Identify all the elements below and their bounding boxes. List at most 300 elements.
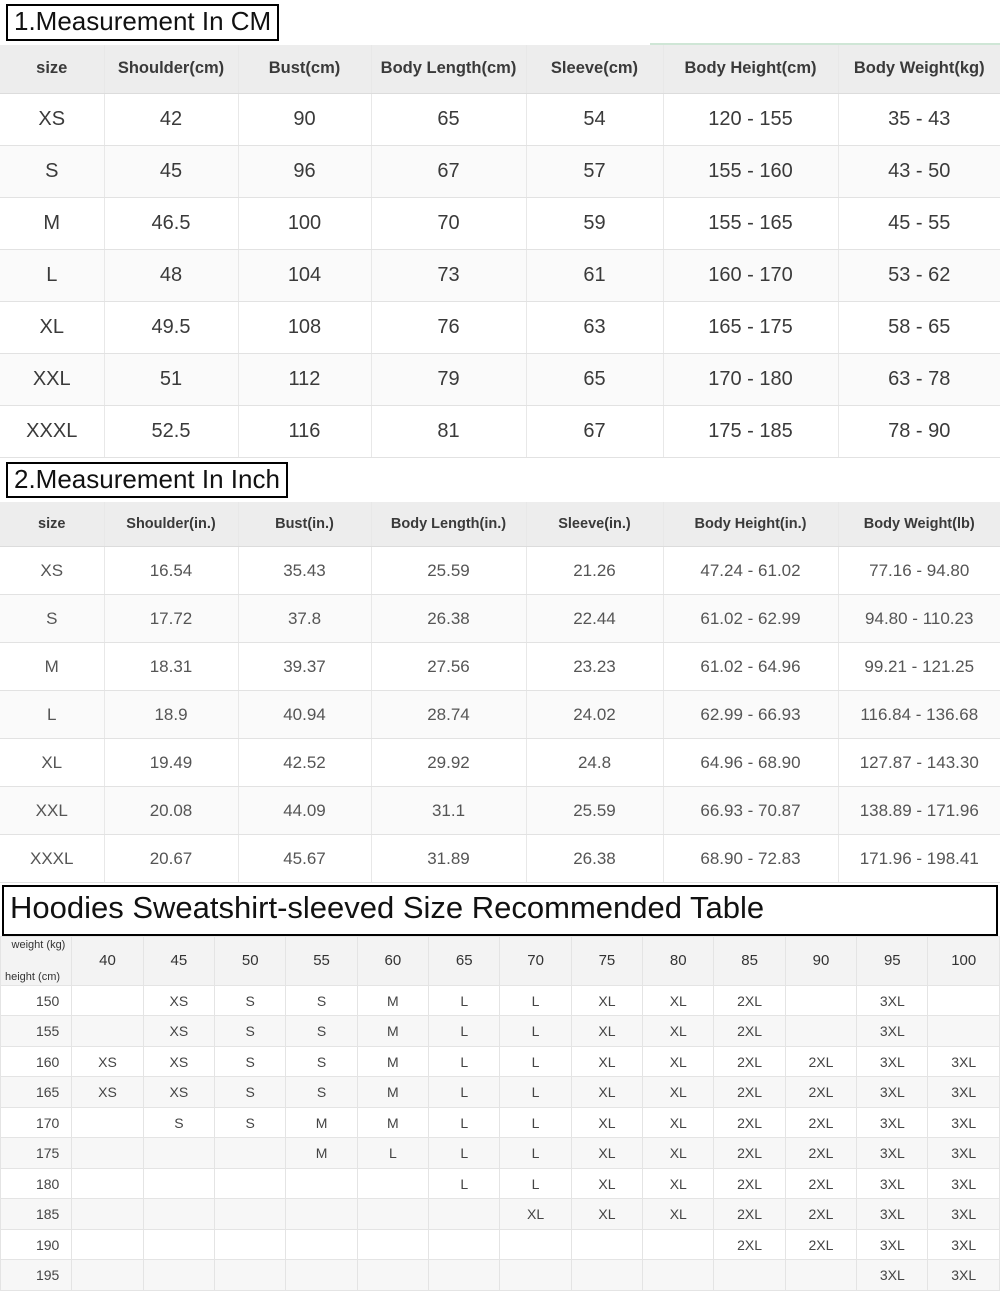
size-label-cell: XXXL <box>0 835 104 883</box>
recommended-size-cell: XS <box>143 1046 214 1077</box>
height-row-header: 155 <box>1 1016 72 1047</box>
recommended-size-cell: 2XL <box>714 1199 785 1230</box>
table-row <box>1 1199 1000 1230</box>
measurement-cell: 68.90 - 72.83 <box>663 835 838 883</box>
recommended-size-cell <box>143 1199 214 1230</box>
measurement-cell: 37.8 <box>238 595 371 643</box>
measurement-cell: 100 <box>238 197 371 249</box>
weight-axis-label: weight (kg) <box>11 938 66 951</box>
measurement-cell: 53 - 62 <box>838 249 1000 301</box>
measurement-cell: 43 - 50 <box>838 145 1000 197</box>
measurement-cell: 26.38 <box>526 835 663 883</box>
measurement-cell: 138.89 - 171.96 <box>838 787 1000 835</box>
recommended-size-cell <box>72 1107 143 1138</box>
recommended-size-cell <box>143 1138 214 1169</box>
measurement-cell: 44.09 <box>238 787 371 835</box>
measurement-cell: 48 <box>104 249 238 301</box>
measurement-cell: 51 <box>104 353 238 405</box>
size-label-cell: M <box>0 643 104 691</box>
table-row <box>0 739 1000 787</box>
cm-section-header <box>0 0 1000 45</box>
recommended-size-cell: L <box>429 1168 500 1199</box>
recommended-size-cell: L <box>357 1138 428 1169</box>
recommended-size-cell <box>215 1138 286 1169</box>
recommended-size-cell: XS <box>143 1016 214 1047</box>
measurement-cell: 79 <box>371 353 526 405</box>
recommended-size-cell: XS <box>143 1077 214 1108</box>
measurement-cell: 76 <box>371 301 526 353</box>
table-row <box>1 1138 1000 1169</box>
measurement-cell: 26.38 <box>371 595 526 643</box>
height-row-header: 185 <box>1 1199 72 1230</box>
recommended-size-cell: M <box>357 1016 428 1047</box>
size-label-cell: M <box>0 197 104 249</box>
recommended-size-cell: 2XL <box>714 1168 785 1199</box>
inch-section-header <box>0 458 1000 503</box>
recommended-size-cell: S <box>286 985 357 1016</box>
recommended-size-cell <box>72 1229 143 1260</box>
measurement-cell: 22.44 <box>526 595 663 643</box>
table-row <box>0 787 1000 835</box>
recommended-size-cell: XL <box>643 1168 714 1199</box>
recommended-size-cell: 3XL <box>857 985 928 1016</box>
recommended-size-cell: XS <box>72 1077 143 1108</box>
table-row <box>0 835 1000 883</box>
recommended-size-cell: XL <box>571 985 642 1016</box>
recommended-size-cell: L <box>500 1016 571 1047</box>
table-row <box>0 301 1000 353</box>
recommended-size-cell <box>357 1168 428 1199</box>
size-label-cell: L <box>0 691 104 739</box>
column-header: Body Weight(kg) <box>838 45 1000 94</box>
measurement-cell: 59 <box>526 197 663 249</box>
measurement-cell: 61 <box>526 249 663 301</box>
measurement-cell: 116.84 - 136.68 <box>838 691 1000 739</box>
recommended-size-cell <box>714 1260 785 1291</box>
recommended-size-cell: 2XL <box>714 1229 785 1260</box>
table-row <box>0 405 1000 457</box>
column-header: size <box>0 502 104 547</box>
measurement-cell: 61.02 - 64.96 <box>663 643 838 691</box>
table-row <box>1 1260 1000 1291</box>
height-row-header: 170 <box>1 1107 72 1138</box>
table-row <box>0 547 1000 595</box>
size-label-cell: XXXL <box>0 405 104 457</box>
height-row-header: 150 <box>1 985 72 1016</box>
recommended-size-cell: 2XL <box>785 1138 856 1169</box>
recommended-size-cell: M <box>357 1046 428 1077</box>
measurement-cell: 63 <box>526 301 663 353</box>
recommended-size-cell <box>72 1168 143 1199</box>
recommended-size-cell: L <box>429 985 500 1016</box>
measurement-cell: 27.56 <box>371 643 526 691</box>
measurement-cell: 67 <box>526 405 663 457</box>
table-row <box>1 985 1000 1016</box>
recommended-size-cell: L <box>500 1168 571 1199</box>
recommended-size-cell: XL <box>643 1199 714 1230</box>
measurement-cell: 63 - 78 <box>838 353 1000 405</box>
measurement-cell: 20.08 <box>104 787 238 835</box>
recommended-size-cell: 2XL <box>714 1138 785 1169</box>
weight-column-header: 55 <box>286 936 357 985</box>
weight-column-header: 80 <box>643 936 714 985</box>
recommended-size-cell: XL <box>500 1199 571 1230</box>
table-header-row <box>0 45 1000 94</box>
recommended-size-cell <box>143 1168 214 1199</box>
recommended-size-cell: XL <box>571 1199 642 1230</box>
axis-corner-cell <box>1 936 72 985</box>
recommended-size-cell: 3XL <box>857 1016 928 1047</box>
size-label-cell: S <box>0 595 104 643</box>
weight-column-header: 65 <box>429 936 500 985</box>
weight-column-header: 40 <box>72 936 143 985</box>
recommended-size-cell <box>286 1260 357 1291</box>
recommended-size-cell <box>429 1199 500 1230</box>
table-row <box>0 93 1000 145</box>
measurement-cell: 99.21 - 121.25 <box>838 643 1000 691</box>
size-label-cell: XL <box>0 301 104 353</box>
recommended-size-cell: 2XL <box>714 1107 785 1138</box>
measurement-cell: 78 - 90 <box>838 405 1000 457</box>
measurement-cell: 65 <box>526 353 663 405</box>
size-recommendation-table <box>0 936 1000 1291</box>
recommended-size-cell <box>72 1260 143 1291</box>
recommended-size-cell: 3XL <box>857 1168 928 1199</box>
recommended-size-cell: XS <box>143 985 214 1016</box>
weight-column-header: 45 <box>143 936 214 985</box>
recommendation-banner: Hoodies Sweatshirt-sleeved Size Recommended Table <box>2 885 998 936</box>
recommended-size-cell: 3XL <box>857 1199 928 1230</box>
measurement-cell: 67 <box>371 145 526 197</box>
measurement-cell: 165 - 175 <box>663 301 838 353</box>
measurement-cell: 112 <box>238 353 371 405</box>
measurement-cell: 90 <box>238 93 371 145</box>
recommended-size-cell <box>429 1229 500 1260</box>
recommended-size-cell: 3XL <box>928 1199 1000 1230</box>
recommended-size-cell: 2XL <box>714 1077 785 1108</box>
measurement-cell: 24.02 <box>526 691 663 739</box>
recommended-size-cell: 3XL <box>928 1107 1000 1138</box>
cm-section-title: 1.Measurement In CM <box>6 4 279 41</box>
recommended-size-cell: 3XL <box>857 1138 928 1169</box>
measurement-cell: 40.94 <box>238 691 371 739</box>
size-label-cell: XS <box>0 93 104 145</box>
size-label-cell: XL <box>0 739 104 787</box>
recommended-size-cell: 2XL <box>714 985 785 1016</box>
recommended-size-cell <box>785 1016 856 1047</box>
measurement-cell: 73 <box>371 249 526 301</box>
recommended-size-cell: 2XL <box>714 1016 785 1047</box>
measurement-cell: 155 - 165 <box>663 197 838 249</box>
measurement-cell: 116 <box>238 405 371 457</box>
height-row-header: 190 <box>1 1229 72 1260</box>
weight-column-header: 95 <box>857 936 928 985</box>
column-header: Sleeve(in.) <box>526 502 663 547</box>
table-row <box>0 249 1000 301</box>
recommended-size-cell <box>143 1229 214 1260</box>
measurement-cell: 96 <box>238 145 371 197</box>
recommended-size-cell <box>286 1229 357 1260</box>
measurement-cell: 20.67 <box>104 835 238 883</box>
recommended-size-cell: 3XL <box>928 1138 1000 1169</box>
measurement-cell: 25.59 <box>371 547 526 595</box>
column-header: Body Height(cm) <box>663 45 838 94</box>
recommended-size-cell: L <box>429 1046 500 1077</box>
recommended-size-cell: 3XL <box>928 1260 1000 1291</box>
measurement-cell: 155 - 160 <box>663 145 838 197</box>
recommended-size-cell: 3XL <box>928 1229 1000 1260</box>
recommended-size-cell: L <box>500 1077 571 1108</box>
measurement-cell: 66.93 - 70.87 <box>663 787 838 835</box>
height-row-header: 160 <box>1 1046 72 1077</box>
measurement-cell: 47.24 - 61.02 <box>663 547 838 595</box>
measurement-cell: 49.5 <box>104 301 238 353</box>
recommended-size-cell: 2XL <box>714 1046 785 1077</box>
recommended-size-cell: 3XL <box>928 1168 1000 1199</box>
recommended-size-cell: L <box>500 985 571 1016</box>
table-row <box>0 691 1000 739</box>
recommended-size-cell: S <box>286 1077 357 1108</box>
column-header: Body Weight(lb) <box>838 502 1000 547</box>
measurement-cell: 25.59 <box>526 787 663 835</box>
measurement-cell: 108 <box>238 301 371 353</box>
table-row <box>1 1107 1000 1138</box>
recommended-size-cell <box>928 1016 1000 1047</box>
recommended-size-cell: M <box>286 1107 357 1138</box>
recommended-size-cell <box>286 1168 357 1199</box>
recommended-size-cell <box>286 1199 357 1230</box>
cm-measurement-table <box>0 45 1000 458</box>
recommended-size-cell: XL <box>643 1016 714 1047</box>
recommended-size-cell: XS <box>72 1046 143 1077</box>
recommended-size-cell: S <box>286 1016 357 1047</box>
table-row <box>1 1077 1000 1108</box>
recommended-size-cell: M <box>357 1107 428 1138</box>
table-row <box>1 1046 1000 1077</box>
measurement-cell: 94.80 - 110.23 <box>838 595 1000 643</box>
recommended-size-cell: 2XL <box>785 1046 856 1077</box>
recommended-size-cell: 2XL <box>785 1229 856 1260</box>
measurement-cell: 52.5 <box>104 405 238 457</box>
size-label-cell: XXL <box>0 353 104 405</box>
measurement-cell: 127.87 - 143.30 <box>838 739 1000 787</box>
recommended-size-cell: 3XL <box>857 1107 928 1138</box>
recommended-size-cell: L <box>500 1138 571 1169</box>
measurement-cell: 35.43 <box>238 547 371 595</box>
recommended-size-cell: 3XL <box>857 1260 928 1291</box>
measurement-cell: 160 - 170 <box>663 249 838 301</box>
recommended-size-cell <box>72 985 143 1016</box>
measurement-cell: 81 <box>371 405 526 457</box>
measurement-cell: 42 <box>104 93 238 145</box>
weight-column-header: 50 <box>215 936 286 985</box>
weight-column-header: 100 <box>928 936 1000 985</box>
measurement-cell: 57 <box>526 145 663 197</box>
table-row <box>0 595 1000 643</box>
measurement-cell: 18.9 <box>104 691 238 739</box>
recommended-size-cell: 2XL <box>785 1199 856 1230</box>
recommended-size-cell: L <box>429 1107 500 1138</box>
weight-column-header: 90 <box>785 936 856 985</box>
measurement-cell: 19.49 <box>104 739 238 787</box>
weight-column-header: 85 <box>714 936 785 985</box>
measurement-cell: 104 <box>238 249 371 301</box>
recommended-size-cell: 3XL <box>857 1046 928 1077</box>
recommended-size-cell: 3XL <box>857 1229 928 1260</box>
recommended-size-cell: S <box>215 1077 286 1108</box>
recommended-size-cell <box>500 1229 571 1260</box>
recommended-size-cell: S <box>286 1046 357 1077</box>
column-header: Body Height(in.) <box>663 502 838 547</box>
table-row <box>1 1168 1000 1199</box>
table-row <box>0 197 1000 249</box>
measurement-cell: 31.1 <box>371 787 526 835</box>
column-header: Bust(in.) <box>238 502 371 547</box>
table-row <box>0 353 1000 405</box>
recommended-size-cell: S <box>143 1107 214 1138</box>
inch-section-title: 2.Measurement In Inch <box>6 462 288 499</box>
recommended-size-cell <box>357 1260 428 1291</box>
recommended-size-cell: XL <box>571 1168 642 1199</box>
measurement-cell: 35 - 43 <box>838 93 1000 145</box>
size-label-cell: XXL <box>0 787 104 835</box>
measurement-cell: 70 <box>371 197 526 249</box>
measurement-cell: 171.96 - 198.41 <box>838 835 1000 883</box>
measurement-cell: 46.5 <box>104 197 238 249</box>
column-header: Shoulder(cm) <box>104 45 238 94</box>
column-header: size <box>0 45 104 94</box>
measurement-cell: 16.54 <box>104 547 238 595</box>
measurement-cell: 28.74 <box>371 691 526 739</box>
height-row-header: 175 <box>1 1138 72 1169</box>
measurement-cell: 175 - 185 <box>663 405 838 457</box>
recommended-size-cell: S <box>215 1046 286 1077</box>
measurement-cell: 21.26 <box>526 547 663 595</box>
recommended-size-cell <box>785 1260 856 1291</box>
measurement-cell: 45 <box>104 145 238 197</box>
recommended-size-cell: L <box>429 1077 500 1108</box>
recommended-size-cell: XL <box>643 1138 714 1169</box>
recommended-size-cell <box>72 1199 143 1230</box>
table-row <box>0 145 1000 197</box>
weight-column-header: 60 <box>357 936 428 985</box>
measurement-cell: 65 <box>371 93 526 145</box>
recommended-size-cell: XL <box>643 985 714 1016</box>
measurement-cell: 42.52 <box>238 739 371 787</box>
recommended-size-cell <box>500 1260 571 1291</box>
weight-column-header: 75 <box>571 936 642 985</box>
recommended-size-cell: S <box>215 1107 286 1138</box>
height-row-header: 165 <box>1 1077 72 1108</box>
recommended-size-cell: M <box>357 1077 428 1108</box>
recommended-size-cell: S <box>215 985 286 1016</box>
recommended-size-cell: XL <box>571 1077 642 1108</box>
recommended-size-cell: 3XL <box>857 1077 928 1108</box>
measurement-cell: 45.67 <box>238 835 371 883</box>
recommended-size-cell <box>571 1260 642 1291</box>
recommended-size-cell <box>643 1229 714 1260</box>
measurement-cell: 64.96 - 68.90 <box>663 739 838 787</box>
height-axis-label: height (cm) <box>5 970 61 983</box>
weight-column-header: 70 <box>500 936 571 985</box>
recommended-size-cell: XL <box>643 1077 714 1108</box>
measurement-cell: 18.31 <box>104 643 238 691</box>
recommended-size-cell: 2XL <box>785 1168 856 1199</box>
recommended-size-cell: 3XL <box>928 1077 1000 1108</box>
recommended-size-cell: 2XL <box>785 1107 856 1138</box>
recommended-size-cell: L <box>429 1016 500 1047</box>
recommended-size-cell <box>429 1260 500 1291</box>
column-header: Body Length(in.) <box>371 502 526 547</box>
measurement-cell: 29.92 <box>371 739 526 787</box>
measurement-cell: 31.89 <box>371 835 526 883</box>
column-header: Body Length(cm) <box>371 45 526 94</box>
measurement-cell: 61.02 - 62.99 <box>663 595 838 643</box>
recommended-size-cell <box>357 1199 428 1230</box>
recommended-size-cell: S <box>215 1016 286 1047</box>
size-label-cell: L <box>0 249 104 301</box>
height-row-header: 180 <box>1 1168 72 1199</box>
measurement-cell: 45 - 55 <box>838 197 1000 249</box>
recommended-size-cell: M <box>357 985 428 1016</box>
recommended-size-cell <box>215 1260 286 1291</box>
recommended-size-cell <box>785 985 856 1016</box>
column-header: Sleeve(cm) <box>526 45 663 94</box>
table-row <box>1 1016 1000 1047</box>
measurement-cell: 120 - 155 <box>663 93 838 145</box>
measurement-cell: 39.37 <box>238 643 371 691</box>
column-header: Bust(cm) <box>238 45 371 94</box>
recommended-size-cell: M <box>286 1138 357 1169</box>
column-header: Shoulder(in.) <box>104 502 238 547</box>
recommended-size-cell <box>643 1260 714 1291</box>
recommended-size-cell: 3XL <box>928 1046 1000 1077</box>
table-row <box>1 1229 1000 1260</box>
inch-measurement-table <box>0 502 1000 883</box>
recommended-size-cell <box>215 1229 286 1260</box>
size-label-cell: S <box>0 145 104 197</box>
measurement-cell: 77.16 - 94.80 <box>838 547 1000 595</box>
measurement-cell: 54 <box>526 93 663 145</box>
measurement-cell: 17.72 <box>104 595 238 643</box>
measurement-cell: 170 - 180 <box>663 353 838 405</box>
measurement-cell: 23.23 <box>526 643 663 691</box>
recommended-size-cell: 2XL <box>785 1077 856 1108</box>
recommended-size-cell <box>143 1260 214 1291</box>
height-row-header: 195 <box>1 1260 72 1291</box>
measurement-cell: 62.99 - 66.93 <box>663 691 838 739</box>
measurement-cell: 24.8 <box>526 739 663 787</box>
recommended-size-cell <box>928 985 1000 1016</box>
table-header-row <box>1 936 1000 985</box>
recommended-size-cell: XL <box>643 1107 714 1138</box>
recommended-size-cell: XL <box>571 1046 642 1077</box>
recommended-size-cell: XL <box>643 1046 714 1077</box>
recommended-size-cell <box>571 1229 642 1260</box>
recommended-size-cell <box>215 1168 286 1199</box>
size-label-cell: XS <box>0 547 104 595</box>
recommended-size-cell: XL <box>571 1016 642 1047</box>
recommended-size-cell <box>72 1138 143 1169</box>
recommended-size-cell: L <box>500 1046 571 1077</box>
recommended-size-cell: XL <box>571 1107 642 1138</box>
recommended-size-cell: L <box>500 1107 571 1138</box>
measurement-cell: 58 - 65 <box>838 301 1000 353</box>
recommended-size-cell <box>215 1199 286 1230</box>
recommended-size-cell: L <box>429 1138 500 1169</box>
recommended-size-cell: XL <box>571 1138 642 1169</box>
recommended-size-cell <box>357 1229 428 1260</box>
